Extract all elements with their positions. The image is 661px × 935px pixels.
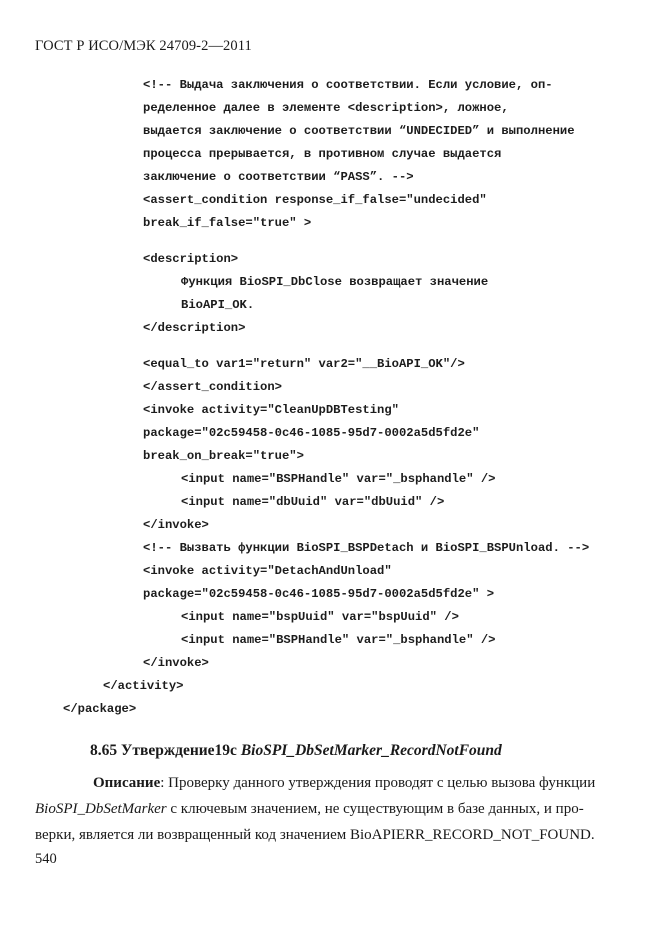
code-line: <assert_condition response_if_false="undecided" xyxy=(143,193,487,207)
description-line-3: верки, является ли возвращенный код значением BioAPIERR_RECORD_NOT_FOUND. xyxy=(35,827,595,843)
page-number: 540 xyxy=(35,851,57,867)
code-line: <description> xyxy=(143,252,239,266)
code-line: <!-- Вызвать функции BioSPI_BSPDetach и BioSPI_BSPUnload. --> xyxy=(143,541,590,555)
description-line-1 xyxy=(35,770,599,796)
code-line: ределенное далее в элементе <description>, ложное, xyxy=(143,101,509,115)
code-line: </activity> xyxy=(103,679,184,693)
code-line: package="02c59458-0c46-1085-95d7-0002a5d5fd2e" > xyxy=(143,587,495,601)
code-line: BioAPI_OK. xyxy=(181,298,255,312)
section-title xyxy=(90,742,502,760)
description-function: BioSPI_DbSetMarker xyxy=(35,801,167,817)
code-line: процесса прерывается, в противном случае выдается xyxy=(143,147,502,161)
code-line: package="02c59458-0c46-1085-95d7-0002a5d5fd2e" xyxy=(143,426,480,440)
code-line: break_on_break="true"> xyxy=(143,449,304,463)
code-line: <input name="dbUuid" var="dbUuid" /> xyxy=(181,495,445,509)
description-line-2 xyxy=(35,796,599,822)
code-line: <input name="BSPHandle" var="_bsphandle" /> xyxy=(181,472,496,486)
code-line: <!-- Выдача заключения о соответствии. Если условие, оп- xyxy=(143,78,553,92)
code-line: </invoke> xyxy=(143,656,209,670)
code-line: <equal_to var1="return" var2="__BioAPI_OK"/> xyxy=(143,357,465,371)
code-line: заключение о соответствии “PASS”. --> xyxy=(143,170,414,184)
code-line: <invoke activity="DetachAndUnload" xyxy=(143,564,392,578)
section-function-name: BioSPI_DbSetMarker_RecordNotFound xyxy=(240,742,502,759)
code-line: <invoke activity="CleanUpDBTesting" xyxy=(143,403,399,417)
page-header: ГОСТ Р ИСО/МЭК 24709-2—2011 xyxy=(35,38,252,54)
code-line: Функция BioSPI_DbClose возвращает значение xyxy=(181,275,489,289)
code-line: выдается заключение о соответствии “UNDECIDED” и выполнение xyxy=(143,124,575,138)
code-line: </invoke> xyxy=(143,518,209,532)
code-line: <input name="BSPHandle" var="_bsphandle" /> xyxy=(181,633,496,647)
description-label: Описание xyxy=(93,775,161,791)
code-line: <input name="bspUuid" var="bspUuid" /> xyxy=(181,610,459,624)
code-line: </assert_condition> xyxy=(143,380,282,394)
code-line: </package> xyxy=(63,702,137,716)
description-paragraph xyxy=(35,770,599,848)
section-number-title: 8.65 Утверждение19с xyxy=(90,742,241,759)
code-line: </description> xyxy=(143,321,246,335)
description-text-2: с ключевым значением, не существующим в базе данных, и про- xyxy=(166,801,584,817)
code-line: break_if_false="true" > xyxy=(143,216,312,230)
description-text-1: : Проверку данного утверждения проводят с целью вызова функции xyxy=(160,775,596,791)
